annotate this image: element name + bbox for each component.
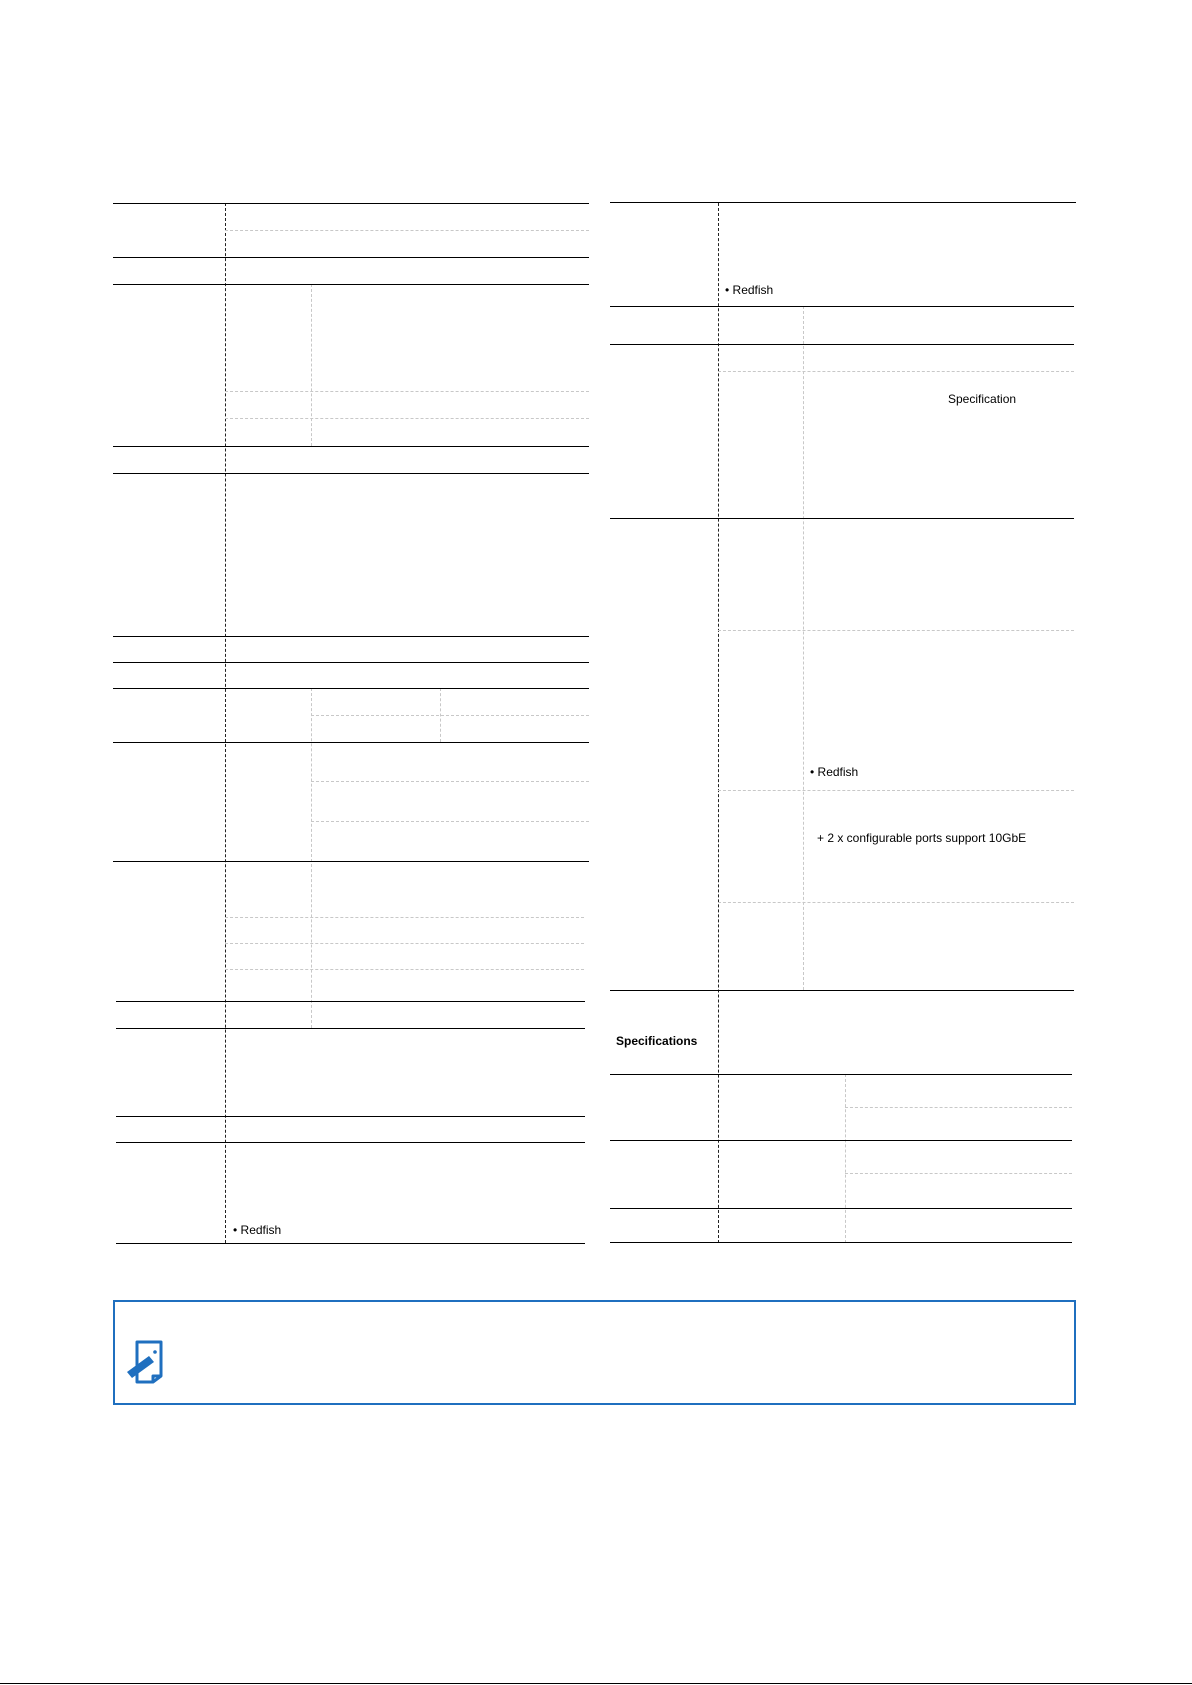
left-row-rule [113,742,589,743]
left-row-rule [116,1116,585,1117]
right-specifications-label: Specifications [616,1034,698,1048]
left-row-rule [113,688,589,689]
note-pencil-icon [125,1338,167,1384]
left-row-rule [113,861,589,862]
right-ports-label: + 2 x configurable ports support 10GbE [817,831,1027,845]
left-row-subrule [311,781,589,782]
left-row-rule [113,636,589,637]
right-row-rule [610,202,1076,203]
left-row-subrule [311,715,589,716]
right-row-subrule [718,902,1074,903]
right-row-subrule [718,630,1074,631]
right-row-rule [610,1074,1072,1075]
left-row-rule [113,473,589,474]
left-row-rule [113,284,589,285]
left-row-rule [116,1001,585,1002]
left-row-subrule [225,418,589,419]
right-row-rule [610,1140,1072,1141]
right-row-rule [610,344,1074,345]
left-row-subrule [225,230,589,231]
right-row-subrule [845,1173,1072,1174]
left-subcol-divider-1 [311,284,312,446]
note-box [113,1300,1076,1405]
left-row-rule [113,203,589,204]
left-row-rule [113,662,589,663]
left-row-subrule [225,917,584,918]
left-subcol-divider-2 [311,688,312,1028]
left-row-rule [113,446,589,447]
right-row-subrule [845,1107,1072,1108]
left-table-divider [225,203,226,1243]
left-row-rule [116,1028,585,1029]
right-redfish-label-top: • Redfish [725,283,774,297]
right-specification-label: Specification [948,392,1017,406]
right-redfish-label-mid: • Redfish [810,765,859,779]
left-row-rule [113,257,589,258]
right-row-rule [610,518,1074,519]
right-row-rule [610,1242,1072,1243]
left-row-subrule [225,943,584,944]
right-table-divider [718,203,719,1243]
left-row-subrule [225,391,589,392]
right-subcol-divider-1 [803,306,804,990]
right-row-rule [610,306,1074,307]
right-row-rule [610,1208,1072,1209]
left-row-subrule [311,821,589,822]
right-row-rule [610,990,1074,991]
left-row-subrule [225,969,584,970]
right-row-subrule [718,790,1074,791]
page-bottom-rule [0,1683,1192,1684]
left-redfish-label: • Redfish [233,1223,282,1237]
left-row-rule [116,1142,585,1143]
right-row-subrule [718,371,1074,372]
left-row-rule [116,1243,585,1244]
right-subcol-divider-2 [845,1074,846,1243]
